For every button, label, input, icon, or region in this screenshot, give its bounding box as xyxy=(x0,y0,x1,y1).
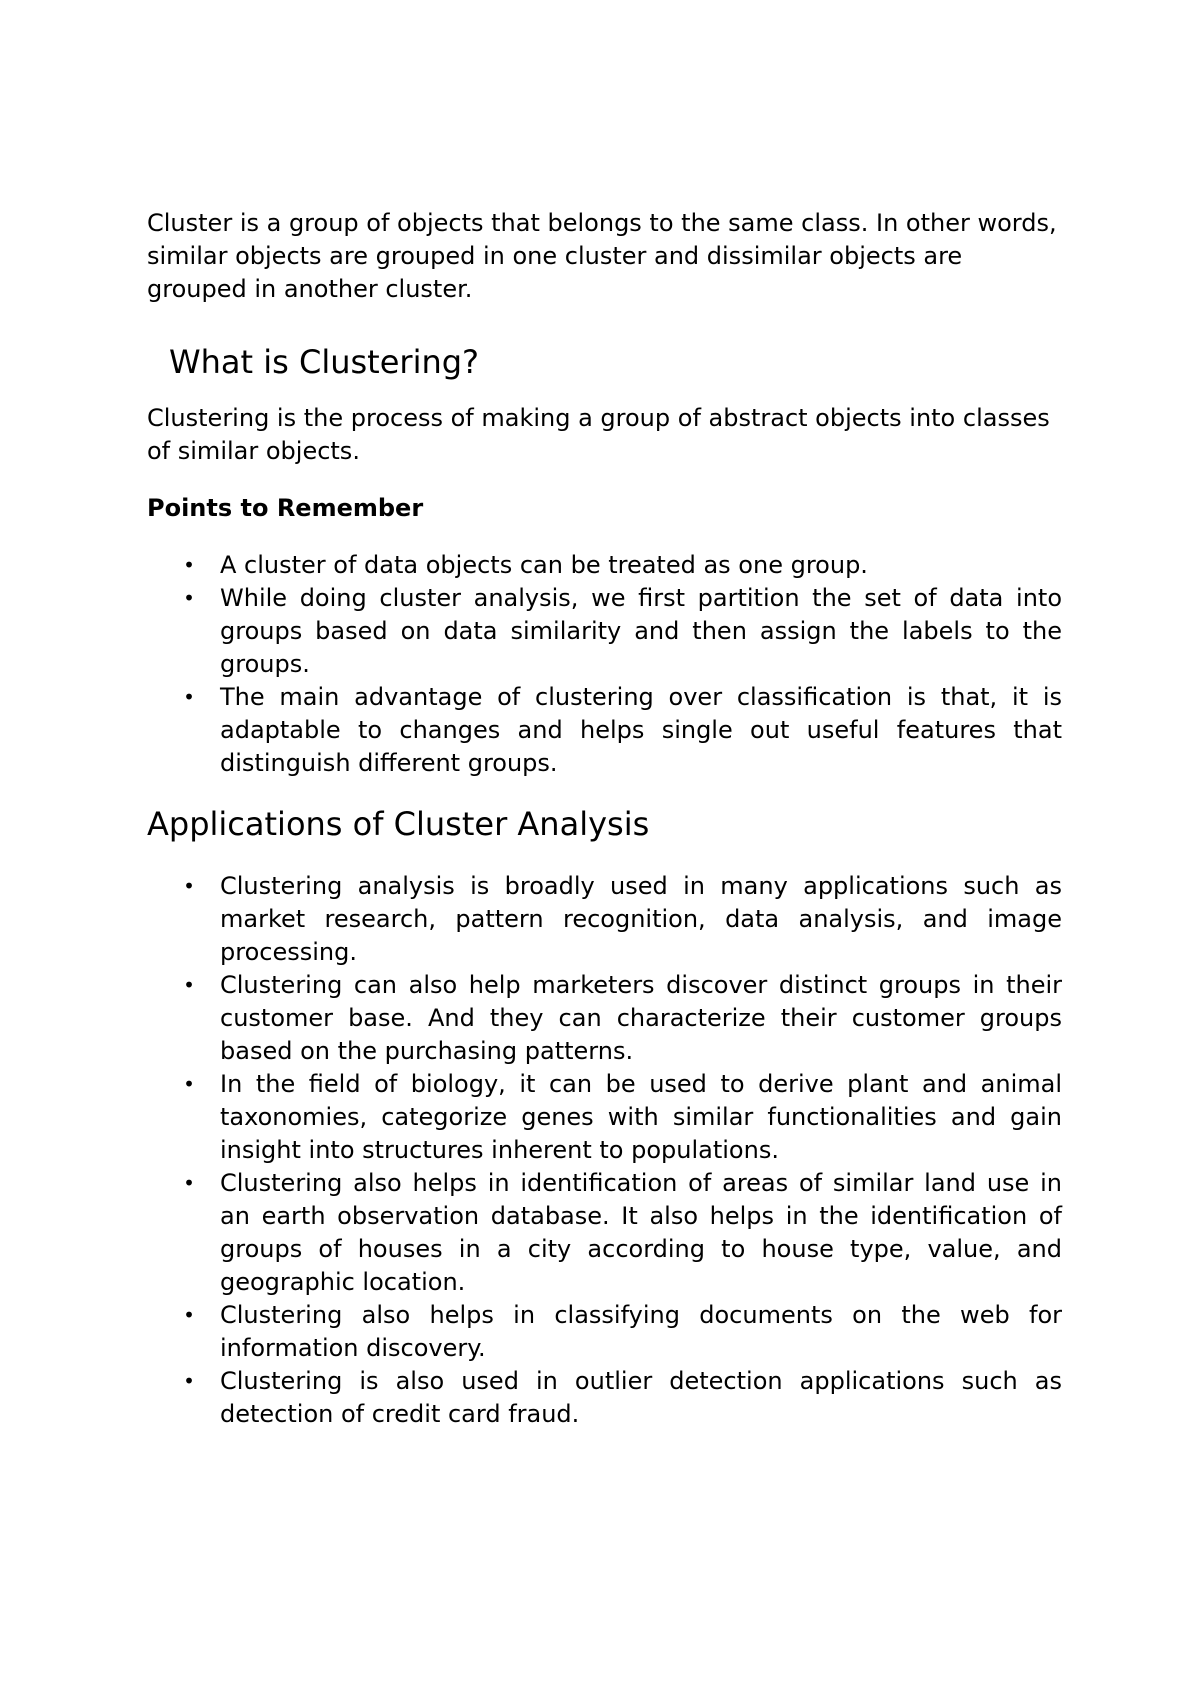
intro-paragraph: Cluster is a group of objects that belongs to the same class. In other words, similar objects are grouped in one cluster and dissimilar objects are grouped in another cluster. xyxy=(147,209,1057,303)
list-item-text: Clustering also helps in identification of areas of similar land use in an earth observation database. It also helps in the identification of groups of houses in a city according to house type, value, and geographic location. xyxy=(220,1169,1062,1296)
points-to-remember-label: Points to Remember xyxy=(147,494,424,522)
list-item xyxy=(147,582,1062,681)
list-item xyxy=(147,1167,1062,1299)
bullet-icon: • xyxy=(183,1072,195,1096)
list-item xyxy=(147,1299,1062,1365)
points-list xyxy=(147,549,1062,780)
list-item-text: Clustering can also help marketers discover distinct groups in their customer base. And they can characterize their customer groups based on the purchasing patterns. xyxy=(220,971,1062,1065)
list-item xyxy=(147,969,1062,1068)
bullet-icon: • xyxy=(183,874,195,898)
list-item xyxy=(147,549,1062,582)
list-item-text: Clustering is also used in outlier detection applications such as detection of credit card fraud. xyxy=(220,1367,1062,1428)
bullet-icon: • xyxy=(183,586,195,610)
clustering-definition-paragraph: Clustering is the process of making a group of abstract objects into classes of similar objects. xyxy=(147,404,1050,465)
list-item-text: In the field of biology, it can be used to derive plant and animal taxonomies, categorize genes with similar functionalities and gain insight into structures inherent to populations. xyxy=(220,1070,1062,1164)
list-item-text: While doing cluster analysis, we first partition the set of data into groups based on data similarity and then assign the labels to the groups. xyxy=(220,584,1062,678)
list-item xyxy=(147,1365,1062,1431)
bullet-icon: • xyxy=(183,685,195,709)
list-item-text: The main advantage of clustering over classification is that, it is adaptable to changes and helps single out useful features that distinguish different groups. xyxy=(220,683,1062,777)
applications-list xyxy=(147,870,1062,1431)
bullet-icon: • xyxy=(183,1303,195,1327)
list-item-text: A cluster of data objects can be treated as one group. xyxy=(220,551,868,579)
bullet-icon: • xyxy=(183,1171,195,1195)
list-item xyxy=(147,681,1062,780)
bullet-icon: • xyxy=(183,553,195,577)
list-item-text: Clustering analysis is broadly used in many applications such as market research, pattern recognition, data analysis, and image processing. xyxy=(220,872,1062,966)
bullet-icon: • xyxy=(183,973,195,997)
what-is-clustering-heading: What is Clustering? xyxy=(169,343,480,381)
list-item xyxy=(147,1068,1062,1167)
list-item-text: Clustering also helps in classifying documents on the web for information discovery. xyxy=(220,1301,1062,1362)
applications-heading: Applications of Cluster Analysis xyxy=(147,805,650,843)
list-item xyxy=(147,870,1062,969)
bullet-icon: • xyxy=(183,1369,195,1393)
document-page xyxy=(147,207,1062,1431)
